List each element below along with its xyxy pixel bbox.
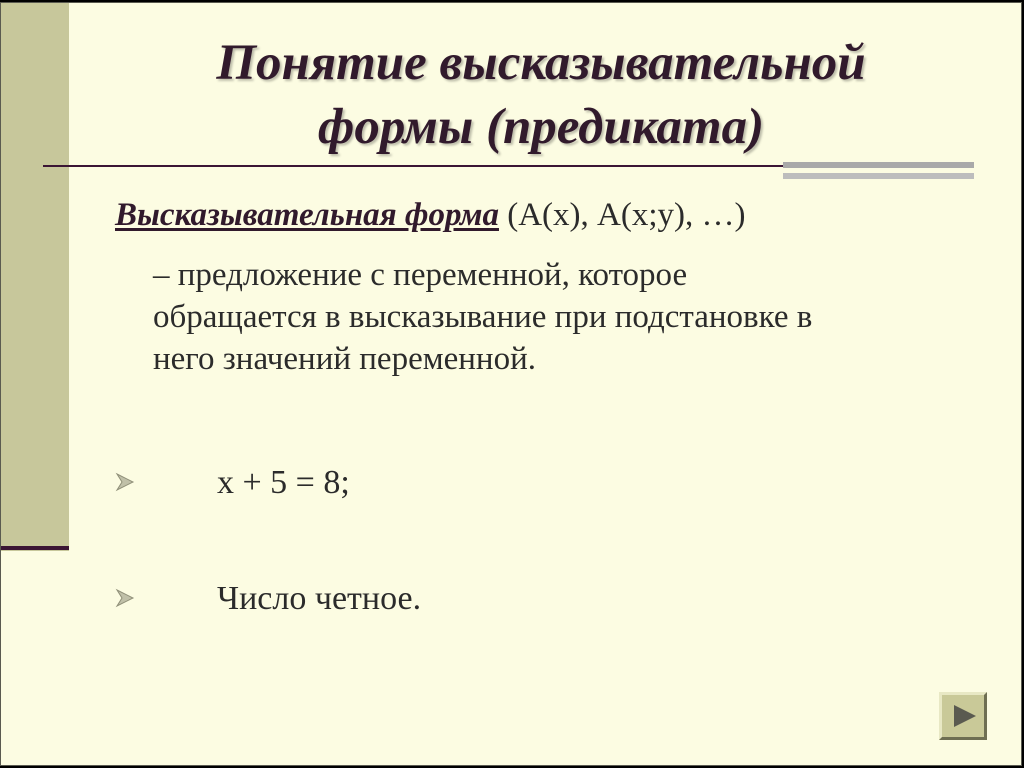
title-line-1: Понятие высказывательной [216, 35, 866, 91]
next-slide-button[interactable] [939, 692, 987, 740]
slide [0, 2, 1022, 766]
definition-notation: (А(х), А(х;у), …) [498, 197, 746, 233]
play-triangle-icon [950, 702, 978, 730]
example-text: х + 5 = 8; [217, 464, 350, 501]
left-accent-rule [1, 546, 69, 550]
example-text: Число четное. [217, 580, 422, 617]
title-underline [43, 165, 783, 167]
arrowhead-bullet-icon [115, 588, 135, 608]
definition-body: – предложение с переменной, которое обращается в высказывание при подстановке в него значений переменной. [153, 257, 813, 377]
left-accent-bar [1, 3, 69, 551]
definition-term: Высказывательная форма [115, 197, 499, 233]
slide-title [151, 31, 931, 159]
arrowhead-bullet-icon [115, 472, 135, 492]
title-underline-accent-bottom [783, 173, 974, 179]
title-underline-accent-top [783, 162, 974, 168]
title-line-2: формы (предиката) [317, 99, 765, 155]
definition-heading [115, 193, 975, 237]
